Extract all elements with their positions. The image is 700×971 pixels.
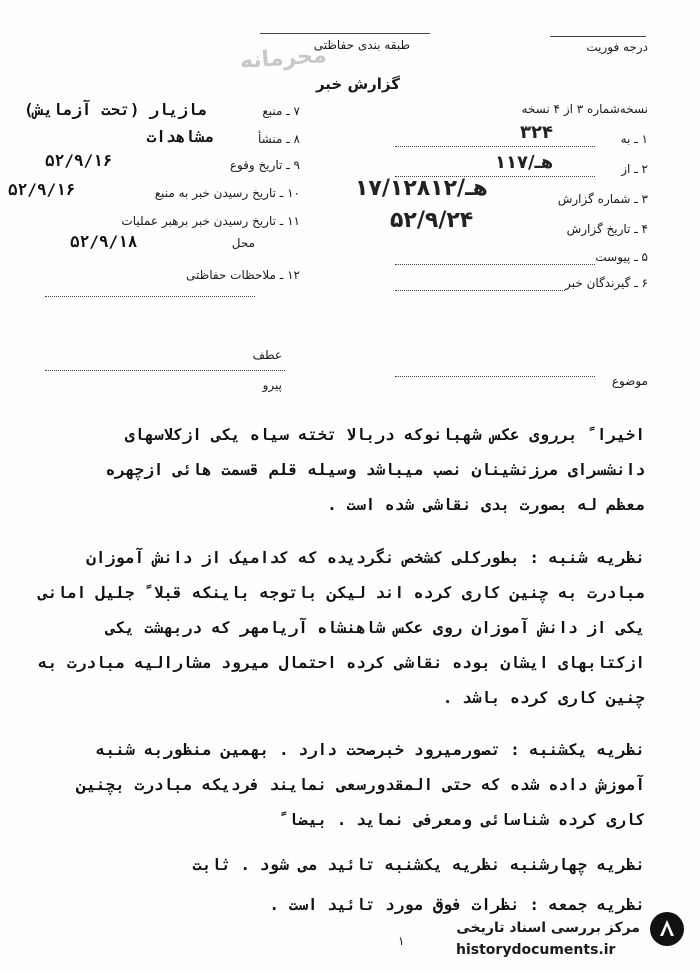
field-attachment-label: ۵ ـ پیوست (595, 250, 648, 264)
field-location-label: محل (231, 236, 255, 250)
field-recipients-line (395, 290, 565, 291)
urgency-label: درجه فوریت (586, 40, 648, 54)
classification-underline (260, 33, 430, 34)
field-from-label: ۲ ـ از (621, 162, 648, 176)
body-line: یکی از دانش آموزان روی عکس شاهنشاه آریامهر که دربهشت یکی (105, 618, 645, 637)
field-from-value: ۱۱۷/هـ (495, 152, 554, 173)
field-report-number-value: هـ/۱۷/۱۲۸۱۲ (355, 176, 488, 201)
field-report-number-label: ۳ ـ شماره گزارش (557, 192, 648, 206)
body-line: آموزش داده شده که حتی المقدورسعی نمایند فردیکه مبادرت بچنین (76, 775, 645, 794)
copy-line: نسخه‌شماره ۳ از ۴ نسخه (521, 102, 648, 116)
source-receipt-date-value: ۵۲/۹/۱۶ (8, 180, 76, 199)
body-line: ازکتابهای ایشان بوده نقاشی کرده احتمال میرود مشارالیه مبادرت به (38, 653, 645, 672)
security-notes-line (45, 296, 255, 297)
reference-atf-label: عطف (252, 348, 282, 362)
body-line: مبادرت به چنین کاری کرده اند لیکن باتوجه باینکه قبلا ً جلیل امانی (38, 583, 645, 602)
subject-line (395, 376, 595, 377)
reference-peyro-label: پیرو (262, 378, 282, 392)
watermark-url: historydocuments.ir (456, 942, 616, 958)
urgency-underline (550, 36, 646, 37)
faded-stamp: محرمانه (239, 43, 328, 74)
body-line: دانشسرای مرزنشینان نصب میباشد وسیله قلم قسمت هائی ازچهره (105, 460, 645, 479)
field-source-label: ۷ ـ منبع (262, 104, 300, 118)
body-line: چنین کاری کرده باشد . (442, 688, 645, 707)
report-title: گزارش خبر (315, 75, 400, 93)
field-report-date-value: ۵۲/۹/۲۴ (390, 208, 474, 233)
field-attachment-line (395, 264, 595, 265)
body-line: معظم له بصورت بدی نقاشی شده است . (327, 495, 645, 514)
origin-value: مشاهدات (146, 127, 214, 146)
field-security-notes-label: ۱۲ ـ ملاحظات حفاظتی (186, 268, 300, 282)
occurrence-date-value: ۵۲/۹/۱۶ (45, 151, 113, 170)
body-line: نظریه شنبه : بطورکلی کشخص نگردیده که کدامیک از دانش آموزان (86, 548, 645, 567)
watermark-title: مرکز بررسی اسناد تاریخی (456, 920, 640, 936)
source-value: مازیار (تحت آزمایش) (23, 100, 207, 119)
body-line: کاری کرده شناسائی ومعرفی نماید . بیضا ً (278, 810, 645, 829)
body-line: نظریه یکشنبه : تصورمیرود خبرصحت دارد . بهمین منظوربه شنبه (95, 740, 645, 759)
operations-receipt-date-value: ۵۲/۹/۱۸ (70, 232, 138, 251)
field-origin-label: ۸ ـ منشأ (257, 132, 300, 146)
field-report-date-label: ۴ ـ تاریخ گزارش (566, 222, 648, 236)
field-to-value: ۳۲۴ (520, 122, 553, 143)
field-operations-receipt-label: ۱۱ ـ تاریخ رسیدن خبر برهبر عملیات (121, 214, 300, 228)
classification-label: طبقه بندی حفاظتی (313, 38, 410, 52)
body-line: اخیرا ً برروی عکس شهبانوکه دربالا تخته سیاه یکی ازکلاسهای (124, 425, 645, 444)
field-to-line (395, 146, 595, 147)
subject-label: موضوع (611, 374, 648, 388)
reference-atf-line (45, 370, 285, 371)
field-occurrence-date-label: ۹ ـ تاریخ وقوع (229, 158, 300, 172)
field-to-label: ۱ ـ به (620, 132, 648, 146)
page-number: ۱ (398, 934, 405, 948)
body-line: نظریه چهارشنبه نظریه یکشنبه تائید می شود . ثابت (192, 855, 645, 874)
field-source-receipt-label: ۱۰ ـ تاریخ رسیدن خبر به منبع (154, 186, 300, 200)
body-line: نظریه جمعه : نظرات فوق مورد تائید است . (269, 895, 645, 914)
archive-logo-icon (650, 912, 684, 946)
field-recipients-label: ۶ ـ گیرندگان خبر (565, 276, 648, 290)
